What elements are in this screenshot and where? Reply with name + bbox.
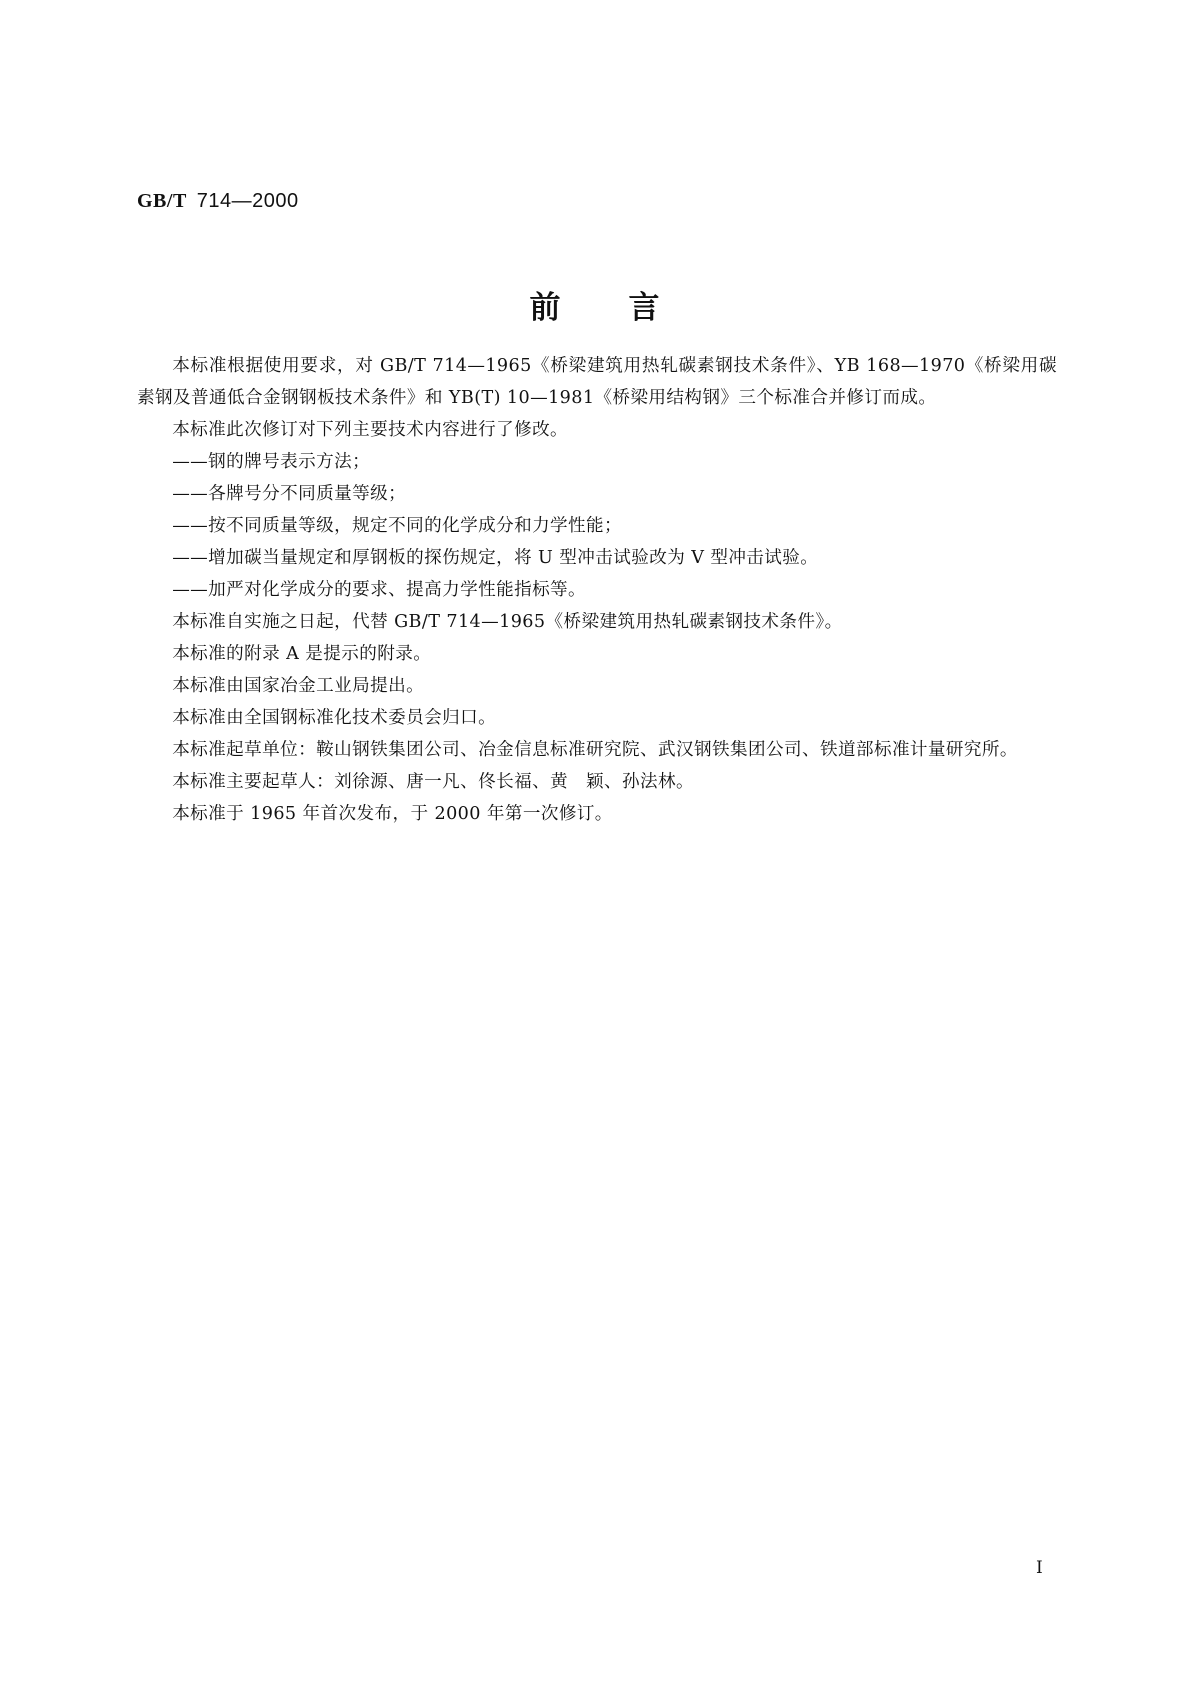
list-item: ——加严对化学成分的要求、提高力学性能指标等。 [172,580,587,600]
list-item: ——钢的牌号表示方法； [172,452,371,472]
standard-number: 714—2000 [196,190,299,212]
paragraph-drafters: 本标准主要起草人：刘徐源、唐一凡、佟长福、黄 颖、孙法林。 [172,772,695,792]
page-number: I [1036,1558,1043,1578]
paragraph-replacement: 本标准自实施之日起，代替 GB/T 714—1965《桥梁建筑用热轧碳素钢技术条件》。 [172,612,843,632]
paragraph-history: 本标准于 1965 年首次发布，于 2000 年第一次修订。 [172,804,613,824]
paragraph-drafting-units: 本标准起草单位：鞍山钢铁集团公司、冶金信息标准研究院、武汉钢铁集团公司、铁道部标准计量研究所。 [172,740,1018,760]
list-item: ——各牌号分不同质量等级； [172,484,407,504]
paragraph-appendix: 本标准的附录 A 是提示的附录。 [172,644,432,664]
standard-prefix: GB/T [137,190,187,212]
paragraph-committee: 本标准由全国钢标准化技术委员会归口。 [172,708,497,728]
paragraph-proposer: 本标准由国家冶金工业局提出。 [172,676,425,696]
list-item: ——增加碳当量规定和厚钢板的探伤规定，将 U 型冲击试验改为 V 型冲击试验。 [172,548,819,568]
paragraph-merge-basis: 本标准根据使用要求，对 GB/T 714—1965《桥梁建筑用热轧碳素钢技术条件》、YB 168—1970《桥梁用碳素钢及普通低合金钢钢板技术条件》和 YB(T) 10—1981《桥梁用结构钢》三个标准合并修订而成。 [137,356,1057,408]
foreword-body [137,350,1057,830]
paragraph-revision-intro: 本标准此次修订对下列主要技术内容进行了修改。 [172,420,569,440]
list-item: ——按不同质量等级，规定不同的化学成分和力学性能； [172,516,623,536]
standard-code [137,188,299,213]
page-title: 前 言 [529,290,662,326]
